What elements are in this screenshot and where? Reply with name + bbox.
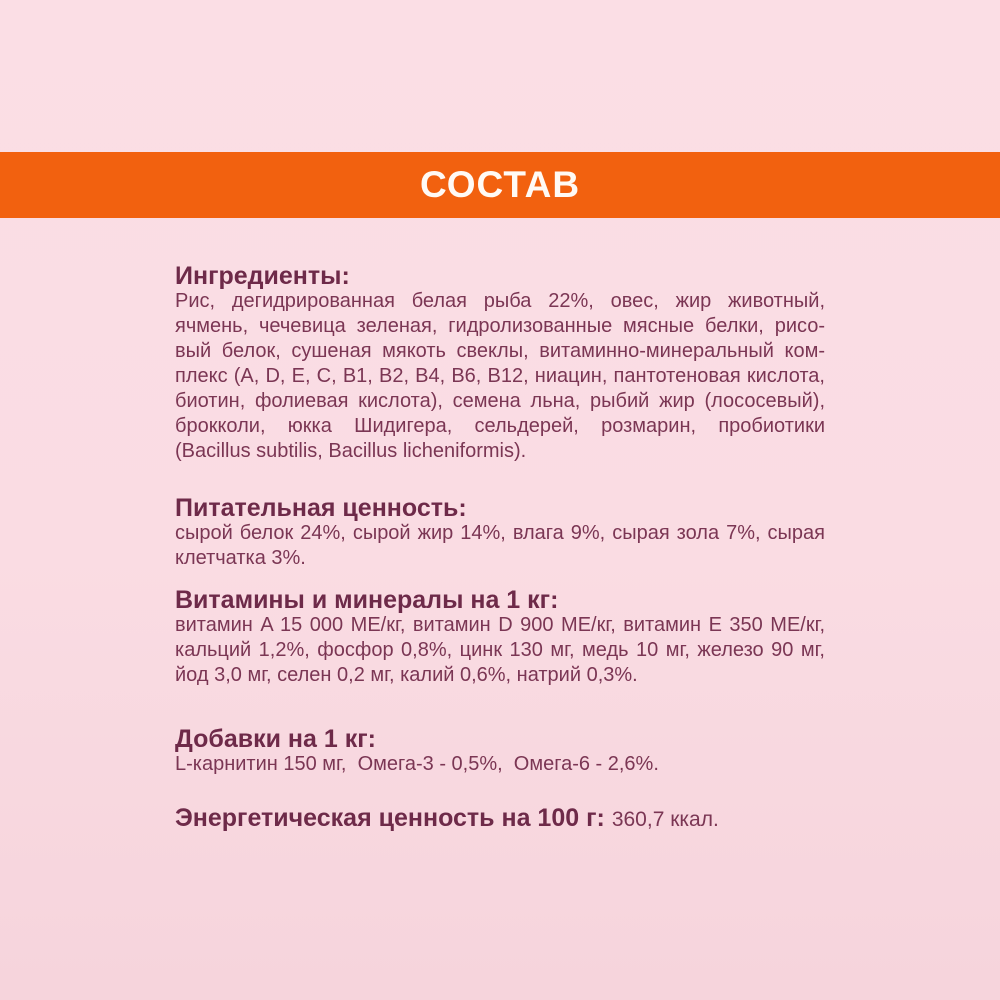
vitamins-heading: Витамины и минералы на 1 кг: — [175, 586, 559, 614]
additives-section — [175, 727, 825, 777]
ingredients-line: ячмень, чечевица зеленая, гидролизованные мясные белки, рисо- — [175, 315, 825, 337]
nutrition-section — [175, 496, 825, 571]
ingredients-line: биотин, фолиевая кислота), семена льна, рыбий жир (лососевый), — [175, 390, 825, 412]
vitamins-line: йод 3,0 мг, селен 0,2 мг, калий 0,6%, натрий 0,3%. — [175, 664, 638, 686]
energy-row — [175, 806, 825, 834]
additives-line: L-карнитин 150 мг, Омега-3 - 0,5%, Омега-6 - 2,6%. — [175, 753, 659, 775]
page-title: СОСТАВ — [419, 164, 581, 205]
ingredients-line: брокколи, юкка Шидигера, сельдерей, розмарин, пробиотики — [175, 415, 825, 437]
vitamins-line: кальций 1,2%, фосфор 0,8%, цинк 130 мг, медь 10 мг, железо 90 мг, — [175, 639, 825, 661]
ingredients-line: плекс (A, D, E, C, B1, B2, B4, B6, B12, ниацин, пантотеновая кислота, — [175, 365, 825, 387]
section-title-banner — [0, 152, 1000, 218]
additives-heading: Добавки на 1 кг: — [175, 725, 376, 753]
energy-value: 360,7 ккал. — [611, 808, 719, 831]
ingredients-heading: Ингредиенты: — [175, 262, 350, 290]
nutrition-heading: Питательная ценность: — [175, 494, 467, 522]
ingredients-section — [175, 264, 825, 464]
energy-heading: Энергетическая ценность на 100 г: — [175, 804, 605, 832]
nutrition-line: сырой белок 24%, сырой жир 14%, влага 9%, сырая зола 7%, сырая — [175, 522, 825, 544]
energy-section — [175, 806, 825, 834]
ingredients-line: (Bacillus subtilis, Bacillus licheniformis). — [175, 440, 527, 462]
ingredients-line: Рис, дегидрированная белая рыба 22%, овес, жир животный, — [175, 290, 825, 312]
vitamins-line: витамин A 15 000 МЕ/кг, витамин D 900 МЕ/кг, витамин E 350 МЕ/кг, — [175, 614, 825, 636]
ingredients-line: вый белок, сушеная мякоть свеклы, витаминно-минеральный ком- — [175, 340, 825, 362]
nutrition-line: клетчатка 3%. — [175, 547, 306, 569]
vitamins-section — [175, 588, 825, 688]
